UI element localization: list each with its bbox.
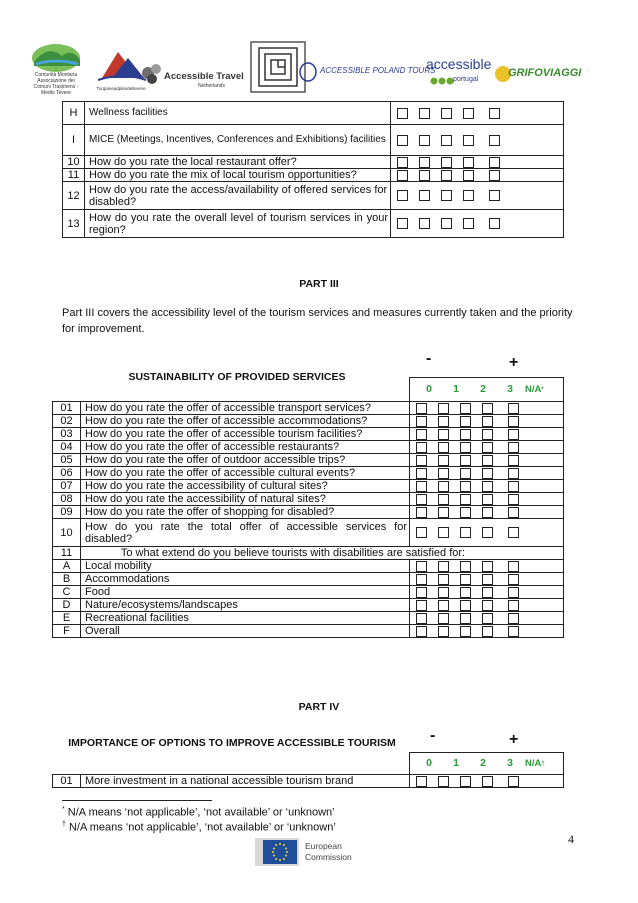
rating-checkbox-2[interactable] xyxy=(441,190,452,201)
rating-checkbox-2[interactable] xyxy=(460,600,471,611)
rating-checkbox-0[interactable] xyxy=(416,574,427,585)
sustainability-rows xyxy=(53,402,564,638)
table-row xyxy=(53,586,564,599)
rating-checkbox-1[interactable] xyxy=(438,455,449,466)
rating-options xyxy=(410,441,564,454)
scale-label-3: 3 xyxy=(507,757,513,769)
rating-checkbox-1[interactable] xyxy=(419,218,430,229)
scale-label-1: 1 xyxy=(453,757,459,769)
rating-checkbox-3[interactable] xyxy=(463,218,474,229)
table-row xyxy=(53,428,564,441)
rating-checkbox-3[interactable] xyxy=(463,135,474,146)
european-commission-logo xyxy=(255,838,385,868)
rating-checkbox-0[interactable] xyxy=(416,600,427,611)
row-number: C xyxy=(53,586,81,599)
rating-checkbox-0[interactable] xyxy=(416,429,427,440)
rating-checkbox-na[interactable] xyxy=(508,481,519,492)
row-number: 11 xyxy=(63,169,85,182)
rating-checkbox-na[interactable] xyxy=(508,507,519,518)
row-number: 03 xyxy=(53,428,81,441)
row-question: More investment in a national accessible tourism brand xyxy=(81,775,410,788)
row-question: How do you rate the offer of accessible restaurants? xyxy=(81,441,410,454)
rating-checkbox-3[interactable] xyxy=(482,613,493,624)
row-question: How do you rate the mix of local tourism opportunities? xyxy=(85,169,391,182)
scale-label-1: 1 xyxy=(453,383,459,395)
rating-checkbox-1[interactable] xyxy=(419,170,430,181)
rating-options xyxy=(410,467,564,480)
row-question: How do you rate the offer of outdoor accessible trips? xyxy=(81,454,410,467)
rating-checkbox-0[interactable] xyxy=(416,494,427,505)
rating-checkbox-2[interactable] xyxy=(460,494,471,505)
row-number: E xyxy=(53,612,81,625)
rating-options xyxy=(410,480,564,493)
table-row xyxy=(53,493,564,506)
rating-checkbox-2[interactable] xyxy=(460,561,471,572)
part-iii-heading: PART III xyxy=(299,278,339,290)
rating-options xyxy=(410,775,564,788)
rating-checkbox-2[interactable] xyxy=(460,429,471,440)
footnote-mark: † xyxy=(541,761,545,767)
rating-checkbox-1[interactable] xyxy=(438,494,449,505)
row-question: How do you rate the overall level of tourism services in your region? xyxy=(85,210,391,238)
table-row xyxy=(53,454,564,467)
row-number: 01 xyxy=(53,402,81,415)
comunita-montana-text: Comunità Montana Associazione dei Comuni Trasimeno - Medio Tevere xyxy=(33,72,79,96)
rating-checkbox-3[interactable] xyxy=(482,416,493,427)
rating-checkbox-na[interactable] xyxy=(508,442,519,453)
row-question: To what extend do you believe tourists with disabilities are satisfied for: xyxy=(81,547,564,560)
rating-checkbox-na[interactable] xyxy=(489,108,500,119)
table-row xyxy=(63,210,564,238)
rating-checkbox-na[interactable] xyxy=(508,600,519,611)
footnote-mark: * xyxy=(62,806,65,813)
rating-checkbox-1[interactable] xyxy=(438,416,449,427)
row-number: 13 xyxy=(63,210,85,238)
rating-options xyxy=(391,102,564,125)
rating-options xyxy=(391,182,564,210)
part-iii-description: Part III covers the accessibility level of the tourism services and measures currently taken and the priority for improvement. xyxy=(62,307,573,335)
rating-checkbox-na[interactable] xyxy=(508,587,519,598)
rating-checkbox-1[interactable] xyxy=(438,527,449,538)
accessible-portugal-sub: portugal xyxy=(453,76,479,83)
importance-table xyxy=(52,752,564,788)
row-number: 04 xyxy=(53,441,81,454)
row-question: How do you rate the total offer of accessible services for disabled? xyxy=(81,519,410,547)
rating-checkbox-3[interactable] xyxy=(463,108,474,119)
rating-checkbox-na[interactable] xyxy=(508,776,519,787)
rating-checkbox-1[interactable] xyxy=(438,600,449,611)
row-number: A xyxy=(53,560,81,573)
rating-checkbox-na[interactable] xyxy=(508,429,519,440)
page-number: 4 xyxy=(568,832,574,846)
table-row xyxy=(63,102,564,125)
row-number: I xyxy=(63,125,85,156)
accessible-portugal-text: accessible xyxy=(426,56,492,72)
scale-minus-sign: - xyxy=(430,727,436,744)
rating-checkbox-na[interactable] xyxy=(489,170,500,181)
scale-label-na: N/A* xyxy=(525,384,544,395)
rating-options xyxy=(410,415,564,428)
rating-checkbox-0[interactable] xyxy=(416,442,427,453)
rating-checkbox-0[interactable] xyxy=(416,613,427,624)
table-row xyxy=(63,169,564,182)
rating-checkbox-3[interactable] xyxy=(482,587,493,598)
footnote-mark: † xyxy=(62,821,66,828)
accessible-poland-text: ACCESSIBLE POLAND TOURS xyxy=(320,66,436,75)
rating-checkbox-na[interactable] xyxy=(489,190,500,201)
rating-checkbox-2[interactable] xyxy=(460,776,471,787)
footnote-mark: * xyxy=(541,387,544,393)
rating-checkbox-3[interactable] xyxy=(463,170,474,181)
rating-checkbox-2[interactable] xyxy=(460,626,471,637)
rating-checkbox-1[interactable] xyxy=(438,776,449,787)
rating-checkbox-1[interactable] xyxy=(419,190,430,201)
rating-checkbox-na[interactable] xyxy=(508,574,519,585)
rating-checkbox-na[interactable] xyxy=(489,135,500,146)
scale-plus-sign: + xyxy=(509,731,519,748)
row-question: Nature/ecosystems/landscapes xyxy=(81,599,410,612)
rating-checkbox-na[interactable] xyxy=(508,403,519,414)
row-number: 10 xyxy=(63,156,85,169)
table-row xyxy=(53,775,564,788)
sustainability-section-title: SUSTAINABILITY OF PROVIDED SERVICES xyxy=(128,371,346,383)
scale-plus-sign: + xyxy=(509,354,519,371)
rating-checkbox-1[interactable] xyxy=(438,507,449,518)
row-question: Local mobility xyxy=(81,560,410,573)
rating-checkbox-2[interactable] xyxy=(441,108,452,119)
rating-checkbox-na[interactable] xyxy=(489,157,500,168)
row-question: How do you rate the access/availability of offered services for disabled? xyxy=(85,182,391,210)
rating-checkbox-na[interactable] xyxy=(508,468,519,479)
rating-options xyxy=(410,560,564,573)
rating-options xyxy=(410,428,564,441)
rating-checkbox-na[interactable] xyxy=(489,218,500,229)
rating-checkbox-2[interactable] xyxy=(460,507,471,518)
rating-checkbox-0[interactable] xyxy=(416,481,427,492)
logo-strip xyxy=(28,38,608,94)
rating-checkbox-0[interactable] xyxy=(416,587,427,598)
table-row xyxy=(53,625,564,638)
table-row xyxy=(53,415,564,428)
rating-options xyxy=(391,125,564,156)
rating-checkbox-na[interactable] xyxy=(508,561,519,572)
rating-checkbox-2[interactable] xyxy=(441,218,452,229)
row-number: 07 xyxy=(53,480,81,493)
row-number: 01 xyxy=(53,775,81,788)
rating-options xyxy=(391,210,564,238)
footnote-text: N/A means ‘not applicable’, ‘not available’ or ‘unknown’ xyxy=(68,821,336,834)
table-row xyxy=(53,560,564,573)
rating-checkbox-1[interactable] xyxy=(419,135,430,146)
row-number: 10 xyxy=(53,519,81,547)
footnote-1 xyxy=(62,806,335,819)
table-row xyxy=(53,599,564,612)
rating-checkbox-1[interactable] xyxy=(438,403,449,414)
table-row xyxy=(53,573,564,586)
row-question: Recreational facilities xyxy=(81,612,410,625)
rating-options xyxy=(410,586,564,599)
row-question: Wellness facilities xyxy=(85,102,391,125)
row-question: How do you rate the offer of accessible tourism facilities? xyxy=(81,428,410,441)
table-row xyxy=(53,441,564,454)
rating-checkbox-3[interactable] xyxy=(482,442,493,453)
row-number: 12 xyxy=(63,182,85,210)
rating-checkbox-3[interactable] xyxy=(482,527,493,538)
rating-checkbox-2[interactable] xyxy=(460,574,471,585)
scale-label-0: 0 xyxy=(426,757,432,769)
rating-checkbox-na[interactable] xyxy=(508,455,519,466)
rating-checkbox-3[interactable] xyxy=(463,190,474,201)
rating-options xyxy=(410,506,564,519)
rating-checkbox-2[interactable] xyxy=(441,157,452,168)
table-row xyxy=(63,182,564,210)
rating-options xyxy=(410,599,564,612)
rating-checkbox-0[interactable] xyxy=(416,527,427,538)
row-number: 08 xyxy=(53,493,81,506)
rating-options xyxy=(410,625,564,638)
row-question: MICE (Meetings, Incentives, Conferences and Exhibitions) facilities xyxy=(85,125,391,156)
rating-checkbox-3[interactable] xyxy=(482,561,493,572)
row-question: How do you rate the offer of shopping for disabled? xyxy=(81,506,410,519)
rating-options xyxy=(391,156,564,169)
table-row xyxy=(53,467,564,480)
scale-header-row xyxy=(53,378,564,402)
rating-checkbox-3[interactable] xyxy=(482,494,493,505)
rating-checkbox-0[interactable] xyxy=(397,170,408,181)
rating-checkbox-2[interactable] xyxy=(460,416,471,427)
table-row xyxy=(53,506,564,519)
scale-label-2: 2 xyxy=(480,757,486,769)
row-question: Accommodations xyxy=(81,573,410,586)
grifoviaggi-text: GRIFOVIAGGI xyxy=(508,67,582,79)
rating-checkbox-3[interactable] xyxy=(463,157,474,168)
rating-checkbox-2[interactable] xyxy=(460,468,471,479)
rating-checkbox-0[interactable] xyxy=(416,507,427,518)
rating-checkbox-3[interactable] xyxy=(482,481,493,492)
part-iv-heading: PART IV xyxy=(298,701,340,713)
rating-options xyxy=(410,402,564,415)
rating-checkbox-2[interactable] xyxy=(460,403,471,414)
rating-options xyxy=(410,612,564,625)
rating-checkbox-2[interactable] xyxy=(460,527,471,538)
rating-checkbox-1[interactable] xyxy=(438,481,449,492)
table-row xyxy=(53,402,564,415)
row-question: How do you rate the accessibility of cultural sites? xyxy=(81,480,410,493)
row-number: B xyxy=(53,573,81,586)
rating-checkbox-0[interactable] xyxy=(416,626,427,637)
rating-checkbox-1[interactable] xyxy=(419,108,430,119)
row-question: How do you rate the accessibility of natural sites? xyxy=(81,493,410,506)
scale-label-2: 2 xyxy=(480,383,486,395)
row-question: How do you rate the offer of accessible transport services? xyxy=(81,402,410,415)
ec-line1: European xyxy=(305,841,342,851)
rating-checkbox-0[interactable] xyxy=(416,455,427,466)
row-number: F xyxy=(53,625,81,638)
tourism-services-table xyxy=(62,101,564,238)
rating-checkbox-na[interactable] xyxy=(508,626,519,637)
rating-options xyxy=(410,454,564,467)
table-row xyxy=(63,156,564,169)
rating-checkbox-0[interactable] xyxy=(397,157,408,168)
footnote-separator xyxy=(62,800,212,801)
sustainability-table xyxy=(52,377,564,638)
rating-checkbox-0[interactable] xyxy=(416,403,427,414)
scale-label-0: 0 xyxy=(426,383,432,395)
footnote-2 xyxy=(62,821,336,834)
rating-checkbox-3[interactable] xyxy=(482,507,493,518)
accessible-travel-text: Accessible Travel xyxy=(164,71,244,82)
table-row xyxy=(53,612,564,625)
rating-checkbox-2[interactable] xyxy=(460,587,471,598)
rating-checkbox-0[interactable] xyxy=(397,218,408,229)
rating-checkbox-3[interactable] xyxy=(482,455,493,466)
rating-options xyxy=(410,573,564,586)
turismo-text: Turgianeadplesdeltevere xyxy=(96,86,146,91)
rating-checkbox-3[interactable] xyxy=(482,403,493,414)
rating-checkbox-3[interactable] xyxy=(482,468,493,479)
rating-checkbox-2[interactable] xyxy=(460,481,471,492)
rating-checkbox-0[interactable] xyxy=(397,135,408,146)
row-number: 09 xyxy=(53,506,81,519)
row-number: 02 xyxy=(53,415,81,428)
rating-checkbox-1[interactable] xyxy=(438,429,449,440)
rating-checkbox-0[interactable] xyxy=(416,416,427,427)
scale-header-row xyxy=(53,753,564,775)
row-number: 11 xyxy=(53,547,81,560)
scale-header xyxy=(410,378,564,402)
rating-checkbox-na[interactable] xyxy=(508,527,519,538)
row-number: 06 xyxy=(53,467,81,480)
rating-checkbox-0[interactable] xyxy=(397,190,408,201)
rating-checkbox-na[interactable] xyxy=(508,416,519,427)
rating-checkbox-3[interactable] xyxy=(482,574,493,585)
rating-checkbox-1[interactable] xyxy=(438,561,449,572)
rating-checkbox-1[interactable] xyxy=(438,587,449,598)
table-row xyxy=(53,480,564,493)
rating-checkbox-3[interactable] xyxy=(482,600,493,611)
rating-checkbox-3[interactable] xyxy=(482,776,493,787)
rating-checkbox-na[interactable] xyxy=(508,613,519,624)
rating-checkbox-3[interactable] xyxy=(482,626,493,637)
row-number: 05 xyxy=(53,454,81,467)
rating-checkbox-1[interactable] xyxy=(438,468,449,479)
eu-flag-icon xyxy=(255,838,299,866)
row-question: Food xyxy=(81,586,410,599)
rating-checkbox-2[interactable] xyxy=(460,455,471,466)
ec-line2: Commission xyxy=(305,852,352,862)
table-row xyxy=(63,125,564,156)
rating-checkbox-0[interactable] xyxy=(416,561,427,572)
rating-options xyxy=(410,493,564,506)
rating-checkbox-2[interactable] xyxy=(441,170,452,181)
rating-checkbox-3[interactable] xyxy=(482,429,493,440)
rating-options xyxy=(410,519,564,547)
row-question: How do you rate the local restaurant offer? xyxy=(85,156,391,169)
scale-label-3: 3 xyxy=(507,383,513,395)
table-row xyxy=(53,547,564,560)
row-number: H xyxy=(63,102,85,125)
scale-header xyxy=(410,753,564,775)
row-number: D xyxy=(53,599,81,612)
row-question: Overall xyxy=(81,625,410,638)
rating-checkbox-2[interactable] xyxy=(460,613,471,624)
accessible-travel-sub: Netherlands xyxy=(198,83,225,89)
scale-minus-sign: - xyxy=(426,350,432,367)
rating-checkbox-2[interactable] xyxy=(460,442,471,453)
rating-checkbox-1[interactable] xyxy=(419,157,430,168)
rating-checkbox-na[interactable] xyxy=(508,494,519,505)
row-question: How do you rate the offer of accessible cultural events? xyxy=(81,467,410,480)
footnote-text: N/A means ‘not applicable’, ‘not available’ or ‘unknown’ xyxy=(67,806,335,819)
rating-checkbox-0[interactable] xyxy=(397,108,408,119)
row-question: How do you rate the offer of accessible accommodations? xyxy=(81,415,410,428)
rating-checkbox-1[interactable] xyxy=(438,442,449,453)
rating-checkbox-0[interactable] xyxy=(416,776,427,787)
rating-checkbox-1[interactable] xyxy=(438,626,449,637)
rating-checkbox-1[interactable] xyxy=(438,613,449,624)
rating-checkbox-1[interactable] xyxy=(438,574,449,585)
rating-checkbox-2[interactable] xyxy=(441,135,452,146)
scale-label-na: N/A† xyxy=(525,758,545,769)
rating-options xyxy=(391,169,564,182)
importance-section-title: IMPORTANCE OF OPTIONS TO IMPROVE ACCESSIBLE TOURISM xyxy=(68,737,396,749)
rating-checkbox-0[interactable] xyxy=(416,468,427,479)
table-row xyxy=(53,519,564,547)
